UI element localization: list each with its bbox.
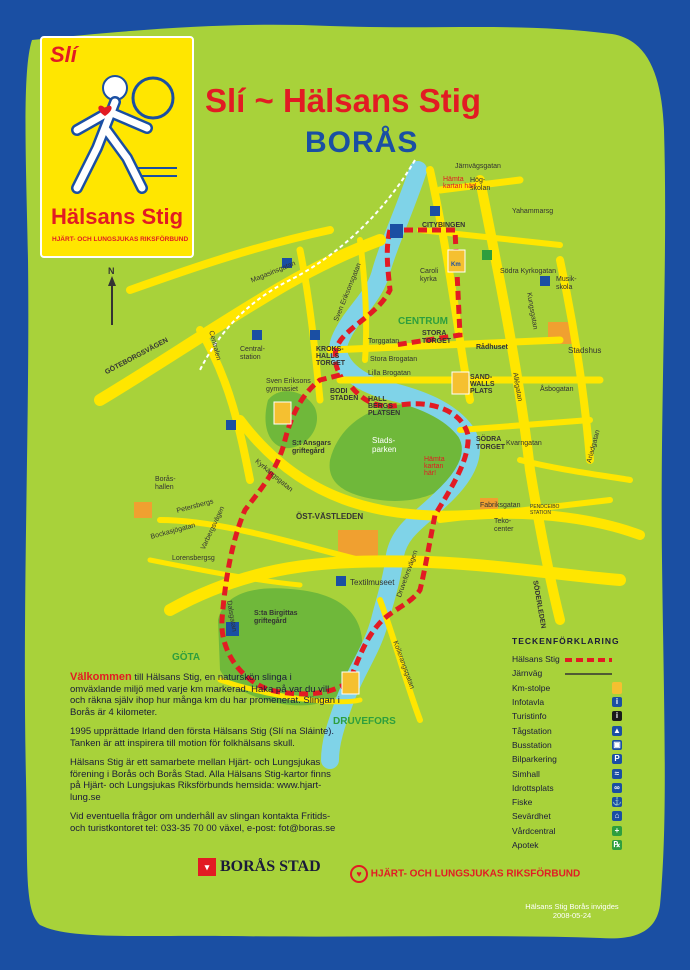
- legend-item: [512, 723, 622, 737]
- inaugurated-text: Hälsans Stig Borås invigdes 2008-05-24: [525, 902, 619, 920]
- legend-item-label: Bilparkering: [512, 754, 557, 765]
- legend-item: [512, 652, 622, 666]
- label-boras-hallen: Borås-hallen: [155, 476, 176, 491]
- legend-item: [512, 766, 622, 780]
- km-label: Km: [451, 262, 461, 268]
- label-teko: Teko-center: [494, 518, 514, 533]
- km-post-icon: [342, 672, 359, 694]
- logo-sli: Slí: [50, 42, 77, 67]
- label-druveforsvagen: Druveforsvägen: [396, 549, 420, 599]
- label-lilla-brogatan: Lilla Brogatan: [368, 370, 411, 377]
- bus-icon: [252, 330, 262, 340]
- label-citybingen: CITYBINGEN: [422, 222, 466, 229]
- km-post-icon: [612, 682, 622, 694]
- legend-item: [512, 838, 622, 852]
- label-bockasjogatan: Bockasjögatan: [150, 522, 197, 541]
- label-pendel: PENDCEIBO STATION: [530, 504, 560, 516]
- walker-icon: [57, 58, 182, 198]
- label-bodi: BODI STADEN: [330, 388, 359, 402]
- parking-icon: P: [612, 754, 622, 764]
- legend-item-label: Busstation: [512, 739, 552, 750]
- info-board-icon: [390, 224, 403, 238]
- legend-item: [512, 695, 622, 709]
- label-hamta: Hämta kartan här!: [443, 176, 477, 190]
- label-st-birgittas: S:ta Birgittas griftegård: [254, 610, 298, 625]
- parking-icon: [540, 276, 550, 286]
- boras-stad-logo: [198, 858, 321, 876]
- train-icon: [336, 576, 346, 586]
- label-oster-vastleden: ÖST-VÄSTLEDEN: [296, 512, 364, 521]
- legend-item-label: Vårdcentral: [512, 825, 556, 836]
- legend-title: TECKENFÖRKLARING: [512, 636, 620, 646]
- legend-item-label: Turistinfo: [512, 711, 547, 722]
- label-soderleden: SÖDERLEDEN: [531, 580, 547, 630]
- label-hamta2: Hämta kartan här!: [424, 456, 445, 477]
- label-goteborgsvagen: GÖTEBORGSVÄGEN: [104, 336, 170, 377]
- label-centralen: Centralen: [207, 330, 222, 362]
- contact-text: Vid eventuella frågor om underhåll av slingan kontakta Fritids- och turistkontoret tel: 033-35 70 00 växel, e-post: fot@boras.se: [70, 811, 336, 834]
- legend-item: [512, 809, 622, 823]
- legend-item-label: Apotek: [512, 840, 539, 850]
- label-fabriksgatan: Fabriksgatan: [480, 502, 521, 509]
- legend-item-label: Hälsans Stig: [512, 654, 560, 665]
- parking-icon: [310, 330, 320, 340]
- legend-item: [512, 795, 622, 809]
- parking-icon: [430, 206, 440, 216]
- label-caroli: Caroli kyrka: [420, 268, 439, 283]
- sports-icon: ∞: [612, 783, 622, 793]
- label-allegatan: Allégatan: [511, 372, 524, 402]
- label-st-ansgars: S:t Ansgars griftegård: [292, 440, 332, 455]
- km-post-icon: [274, 402, 291, 424]
- info-board-icon: i: [612, 697, 622, 707]
- legend-item-label: Km-stolpe: [512, 682, 551, 693]
- label-kvarngatan: Kvarngatan: [506, 440, 542, 447]
- fishing-icon: ⚓: [612, 797, 622, 807]
- block-sports: [134, 502, 152, 518]
- logo-name: Hälsans Stig: [50, 204, 184, 229]
- label-asbogatan: Åsbogatan: [540, 386, 574, 393]
- legend-item: [512, 781, 622, 795]
- logo-org: HJÄRT- OCH LUNGSJUKAS RIKSFÖRBUND: [52, 236, 189, 243]
- label-jarnvagsgatan: Järnvägsgatan: [455, 163, 501, 170]
- label-stadshus: Stadshus: [568, 346, 602, 355]
- label-centralstation: Central-station: [240, 346, 265, 361]
- label-ariadgatan: Ariadgatan: [586, 429, 602, 464]
- district-gota: GÖTA: [172, 652, 201, 663]
- legend-item-label: Infotavla: [512, 697, 545, 708]
- label-torggatan: Torggatan: [368, 338, 400, 345]
- welcome-text: till Hälsans Stig, en naturskön slinga i omväxlande miljö med varje km markerad. Haka på var du vill och räkna själv ihop hur många km du har promenerat. Slingan i Borås är 4 kilometer.: [70, 672, 340, 718]
- page-subtitle: BORÅS: [305, 126, 419, 159]
- tourist-info-icon: i: [612, 711, 622, 721]
- label-kyrkangsgatan: Kyrkängsgatan: [253, 458, 294, 494]
- label-yahammarsg: Yahammarsg: [512, 208, 554, 215]
- label-stora-brogatan: Stora Brogatan: [370, 356, 418, 363]
- legend-item: [512, 709, 622, 723]
- intro-text: [70, 672, 340, 842]
- legend-item: [512, 752, 622, 766]
- riksforbund-text: HJÄRT- OCH LUNGSJUKAS RIKSFÖRBUND: [370, 868, 581, 880]
- history-text: 1995 upprättade Irland den första Hälsans Stig (Slí na Sláinte). Tanken är att inspirera till motion för folkhälsans skull.: [70, 726, 335, 749]
- page-title: Slí ~ Hälsans Stig: [205, 82, 482, 119]
- label-radhuset: Rådhuset: [476, 344, 508, 351]
- label-sodra-kyrkogatan: Södra Kyrkogatan: [500, 268, 557, 275]
- km-post-icon: [452, 372, 469, 394]
- legend-item-label: Simhall: [512, 768, 540, 779]
- legend-item: [512, 666, 622, 680]
- bus-icon: ▣: [613, 739, 621, 749]
- logo: [40, 36, 194, 258]
- district-centrum: CENTRUM: [398, 316, 448, 327]
- health-center-icon: [482, 250, 492, 260]
- label-krokshallstorget: KROKS-HALLS TORGET: [316, 346, 346, 367]
- label-varbergsvagen: Varbergsvägen: [200, 505, 227, 551]
- legend-item: [512, 681, 622, 695]
- label-lorensbergsg: Lorensbergsg: [172, 555, 215, 562]
- legend-item: [512, 738, 622, 752]
- riksforbund-logo: [350, 865, 580, 883]
- sight-icon: ⌂: [612, 811, 622, 821]
- label-petersberg: Petersbergs: [176, 498, 215, 515]
- label-dalsgatan: Dalsgatan: [225, 600, 238, 633]
- legend-item-label: Järnväg: [512, 668, 543, 679]
- label-sandwallsplats: SAND-WALLS PLATS: [470, 374, 495, 395]
- legend-item-label: Sevärdhet: [512, 811, 551, 822]
- legend-item-label: Fiske: [512, 797, 533, 808]
- label-sven-eriksons: Sven Eriksons gymnasiet: [266, 378, 311, 393]
- boras-crest-icon: ▾: [198, 858, 216, 876]
- label-hallbergs: HALL BERGS PLATSEN: [368, 396, 401, 417]
- legend-item-label: Tågstation: [512, 725, 552, 736]
- pharmacy-icon: ℞: [613, 840, 621, 849]
- label-sodra-torget: SÖDRA TORGET: [476, 436, 506, 451]
- legend-item: [512, 824, 622, 838]
- label-kollerangsgatan: Kollerangsgatan: [391, 640, 416, 690]
- label-stora-torget: STORA TORGET: [422, 330, 452, 345]
- label-stadsparken: Stads-parken: [372, 436, 397, 454]
- label-hogskolan: Hög-skolan: [470, 177, 491, 192]
- health-center-icon: +: [612, 826, 622, 836]
- heart-icon: ♥: [350, 865, 368, 883]
- km-post-icon: [448, 250, 465, 272]
- legend: [512, 636, 622, 852]
- label-textilmuseet: Textilmuseet: [350, 578, 395, 587]
- legend-item-label: Idrottsplats: [512, 782, 554, 793]
- district-druvefors: DRUVEFORS: [333, 716, 396, 727]
- label-musikskola: Musik-skola: [556, 276, 577, 291]
- parking-icon: [226, 420, 236, 430]
- swim-icon: ≈: [612, 769, 622, 779]
- label-sven-eriksonsgatan: Sven Eriksonsgatan: [333, 262, 363, 323]
- welcome-highlight: Välkommen: [70, 671, 132, 683]
- north-label: N: [108, 266, 115, 276]
- cooperation-text: Hälsans Stig är ett samarbete mellan Hjärt- och Lungsjukas förening i Borås och Borås Stad. Alla Hälsans Stig-kartor finns på Hjärt- och Lungsjukas Riksförbunds hemsida: www.hjart-lung.se: [70, 757, 331, 803]
- boras-stad-text: BORÅS STAD: [220, 858, 321, 875]
- label-kungsgatan: Kungsgatan: [525, 292, 539, 331]
- label-magasinsgatan: Magasinsgatan: [250, 260, 297, 285]
- train-icon: ▲: [613, 725, 621, 735]
